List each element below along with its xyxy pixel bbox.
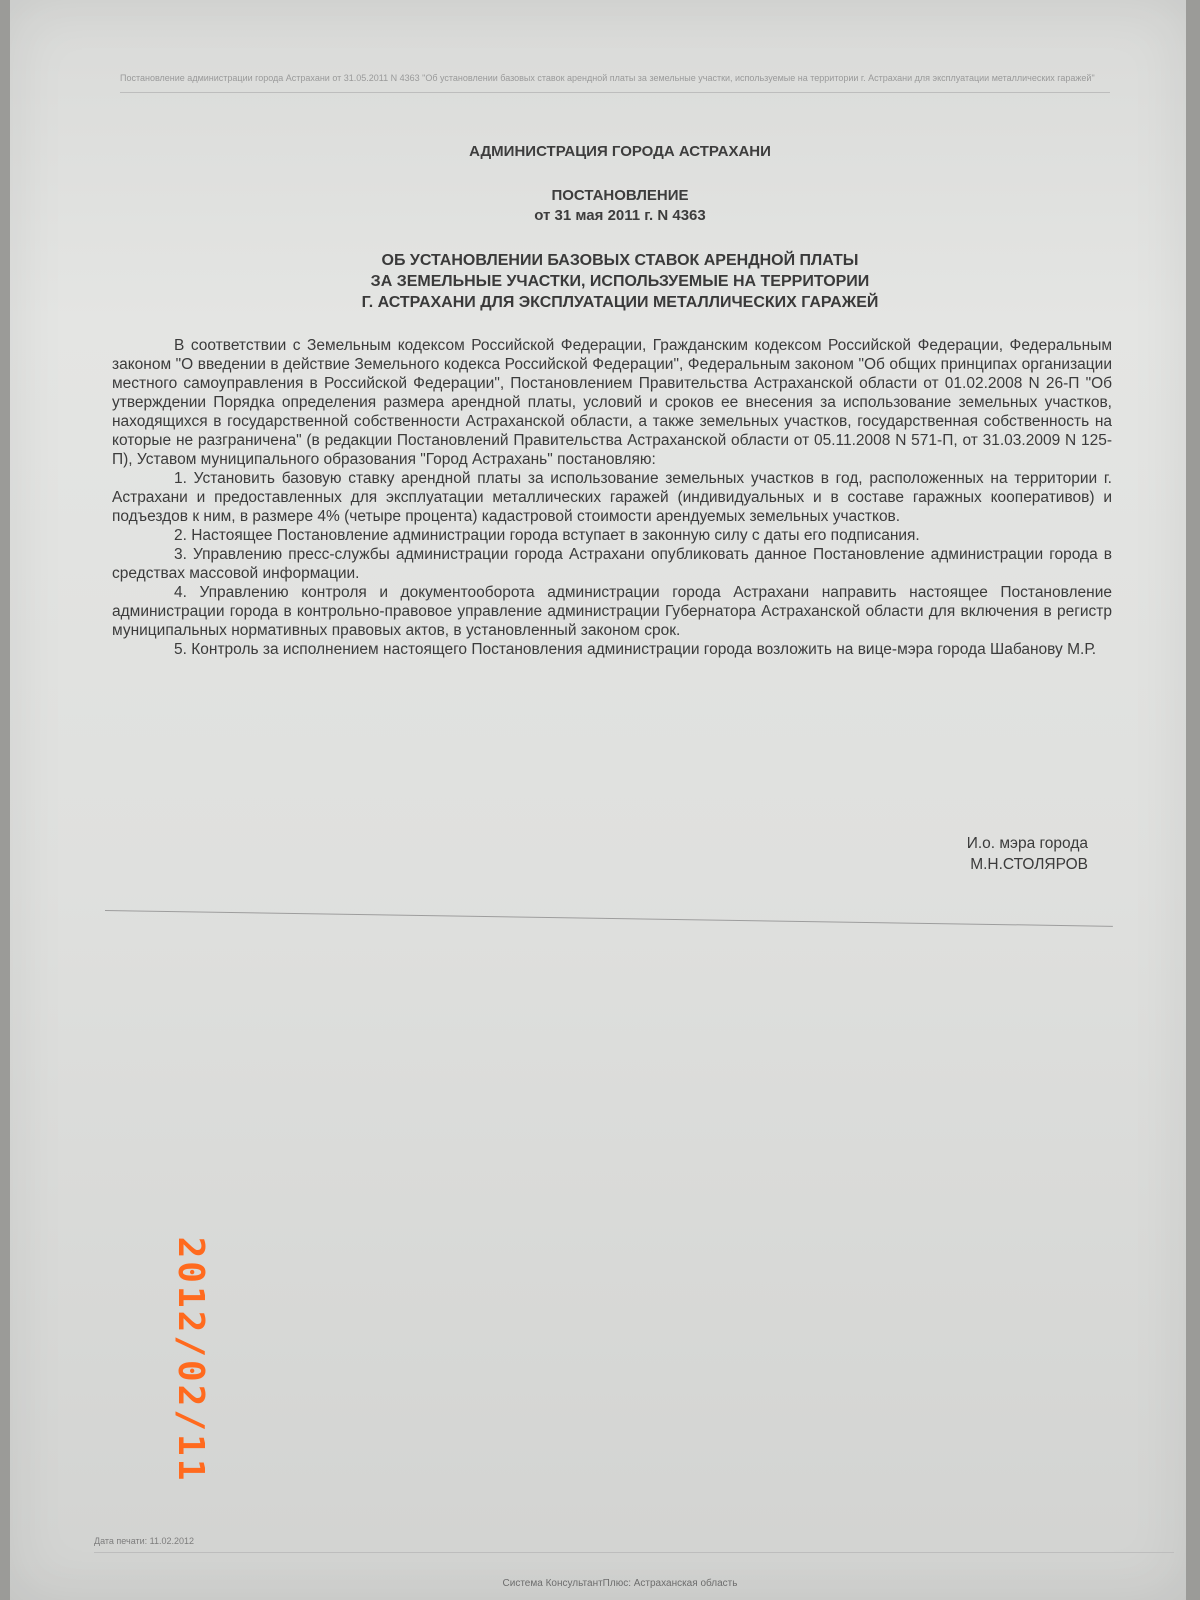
clause-2: 2. Настоящее Постановление администрации города вступает в законную силу с даты его подписания. <box>174 527 920 544</box>
document-type-block <box>10 186 1200 226</box>
camera-date-stamp: 2012/02/11 <box>170 1236 211 1484</box>
clause-4: 4. Управлению контроля и документооборота администрации города Астрахани направить настоящее Постановление администрации города в контрольно-правовое управление администрации Губернатора Астраханской области для включения в регистр муниципальных нормативных правовых актов, в установленный законом срок. <box>112 584 1112 639</box>
signatory-title: И.о. мэра города <box>966 835 1088 852</box>
signature-block <box>967 833 1088 875</box>
title-line: ЗА ЗЕМЕЛЬНЫЕ УЧАСТКИ, ИСПОЛЬЗУЕМЫЕ НА ТЕРРИТОРИИ <box>370 273 870 290</box>
footer-system: Система КонсультантПлюс: Астраханская область <box>502 1578 738 1589</box>
running-header: Постановление администрации города Астрахани от 31.05.2011 N 4363 "Об установлении базовых ставок арендной платы за земельные участки, используемые на территории г. Астрахани для эксплуатации металлических гаражей" <box>120 72 1110 93</box>
print-date: Дата печати: 11.02.2012 <box>94 1536 195 1546</box>
document-title <box>10 250 1200 313</box>
organization-heading: АДМИНИСТРАЦИЯ ГОРОДА АСТРАХАНИ <box>469 143 771 160</box>
clause-1: 1. Установить базовую ставку арендной платы за использование земельных участков в год, расположенных на территории г. Астрахани и предоставленных для эксплуатации металлических гаражей (индивидуальных и в составе гаражных кооперативов) и подъездов к ним, в размере 4% (четыре процента) кадастровой стоимости арендуемых земельных участков. <box>112 470 1112 525</box>
document-type: ПОСТАНОВЛЕНИЕ <box>551 187 689 204</box>
clause-3: 3. Управлению пресс-службы администрации города Астрахани опубликовать данное Постановление администрации города в средствах массовой информации. <box>112 546 1112 582</box>
signatory-name: М.Н.СТОЛЯРОВ <box>970 856 1088 873</box>
document-date-number: от 31 мая 2011 г. N 4363 <box>534 207 706 224</box>
clause-5: 5. Контроль за исполнением настоящего Постановления администрации города возложить на вице-мэра города Шабанову М.Р. <box>174 641 1097 658</box>
footer-divider <box>94 1552 1174 1553</box>
end-divider <box>105 910 1113 927</box>
document-body <box>112 336 1112 659</box>
preamble-paragraph: В соответствии с Земельным кодексом Российской Федерации, Гражданским кодексом Российской Федерации, Федеральным законом "О введении в действие Земельного кодекса Российской Федерации", Федеральным законом "Об общих принципах организации местного самоуправления в Российской Федерации", Постановлением Правительства Астраханской области от 01.02.2008 N 26-П "Об утверждении Порядка определения размера арендной платы, условий и сроков ее внесения за использование земельных участков, находящихся в государственной собственности Астраханской области, а также земельных участков, государственная собственность на которые не разграничена" (в редакции Постановлений Правительства Астраханской области от 05.11.2008 N 571-П, от 31.03.2009 N 125-П), Уставом муниципального образования "Город Астрахань" постановляю: <box>112 337 1112 468</box>
title-line: Г. АСТРАХАНИ ДЛЯ ЭКСПЛУАТАЦИИ МЕТАЛЛИЧЕСКИХ ГАРАЖЕЙ <box>361 294 879 311</box>
title-line: ОБ УСТАНОВЛЕНИИ БАЗОВЫХ СТАВОК АРЕНДНОЙ ПЛАТЫ <box>381 252 859 269</box>
